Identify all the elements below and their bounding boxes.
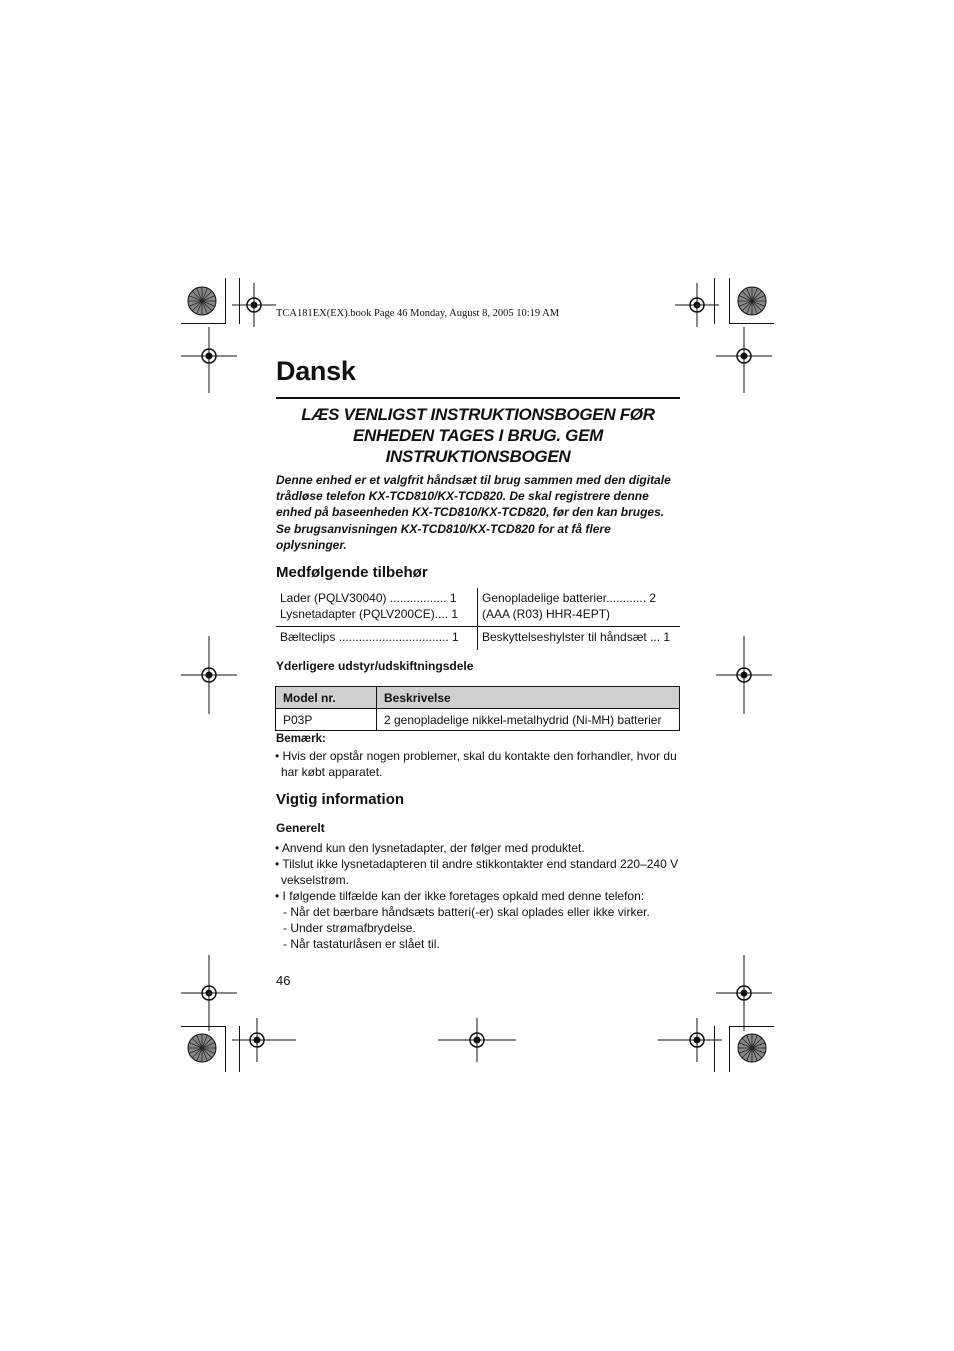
table-row <box>276 709 680 731</box>
crop-line <box>225 278 226 324</box>
accessory-item: Genopladelige batterier............ 2 <box>482 591 657 605</box>
registration-mark-icon <box>181 327 237 393</box>
warning-heading-line: ENHEDEN TAGES I BRUG. GEM <box>352 426 604 445</box>
accessories-heading: Medfølgende tilbehør <box>276 564 428 581</box>
registration-mark-icon <box>181 955 237 1031</box>
intro-line: Denne enhed er et valgfrit håndsæt til brug sammen med den digitale <box>276 473 671 487</box>
page-number: 46 <box>276 973 291 988</box>
starburst-mark-icon <box>187 1033 217 1063</box>
table-cell: 2 genopladelige nikkel-metalhydrid (Ni-MH) batterier <box>377 709 680 731</box>
accessory-item: (AAA (R03) HHR-4EPT) <box>482 607 611 621</box>
important-line: • Tilslut ikke lysnetadapteren til andre stikkontakter end standard 220–240 V <box>275 857 679 871</box>
crop-line <box>729 323 774 324</box>
note-line: • Hvis der opstår nogen problemer, skal du kontakte den forhandler, hvor du <box>275 749 677 763</box>
important-line: - Når tastaturlåsen er slået til. <box>283 937 440 951</box>
accessory-item: Lader (PQLV30040) ................. 1 <box>280 591 457 605</box>
general-subheading: Generelt <box>276 821 325 835</box>
table-header-row <box>276 687 680 709</box>
registration-mark-icon <box>232 283 276 327</box>
crop-line <box>729 278 730 324</box>
accessory-item: Lysnetadapter (PQLV200CE).... 1 <box>280 607 459 621</box>
intro-line: oplysninger. <box>276 537 347 552</box>
starburst-mark-icon <box>187 286 217 316</box>
page-title: Dansk <box>276 356 356 386</box>
column-header: Beskrivelse <box>377 687 680 709</box>
registration-mark-icon <box>232 1018 296 1062</box>
starburst-mark-icon <box>737 1033 767 1063</box>
accessories-separator <box>276 626 680 627</box>
registration-mark-icon <box>716 955 772 1031</box>
registration-mark-icon <box>716 327 772 393</box>
note-line: har købt apparatet. <box>281 765 383 779</box>
intro-line: trådløse telefon KX-TCD810/KX-TCD820. De skal registrere denne <box>276 489 649 504</box>
warning-heading <box>276 404 680 467</box>
important-line: - Når det bærbare håndsæts batteri(-er) skal oplades eller ikke virker. <box>283 905 650 919</box>
accessories-divider <box>477 588 478 650</box>
important-heading: Vigtig information <box>276 791 405 808</box>
column-header: Model nr. <box>276 687 377 709</box>
crop-line <box>729 1026 730 1072</box>
title-rule <box>276 397 680 399</box>
important-line: • I følgende tilfælde kan der ikke foretages opkald med denne telefon: <box>275 889 645 903</box>
important-line: • Anvend kun den lysnetadapter, der følger med produktet. <box>275 841 585 855</box>
intro-line: Se brugsanvisningen KX-TCD810/KX-TCD820 for at få flere <box>276 521 611 536</box>
warning-heading-line: INSTRUKTIONSBOGEN <box>385 447 571 466</box>
intro-paragraph <box>276 472 686 553</box>
print-header: TCA181EX(EX).book Page 46 Monday, August 8, 2005 10:19 AM <box>276 308 560 319</box>
accessory-item: Bælteclips ................................. 1 <box>280 630 459 644</box>
crop-line <box>225 1026 226 1072</box>
registration-mark-icon <box>658 1018 722 1062</box>
starburst-mark-icon <box>737 286 767 316</box>
important-line: - Under strømafbrydelse. <box>283 921 416 935</box>
accessory-item: Beskyttelseshylster til håndsæt ... 1 <box>482 630 671 644</box>
important-line: vekselstrøm. <box>281 873 350 887</box>
additional-heading: Yderligere udstyr/udskiftningsdele <box>276 659 474 673</box>
note-label: Bemærk: <box>276 733 326 745</box>
parts-table <box>275 686 680 731</box>
warning-heading-line: LÆS VENLIGST INSTRUKTIONSBOGEN FØR <box>301 405 655 424</box>
registration-mark-icon <box>675 283 719 327</box>
crop-line <box>181 323 226 324</box>
registration-mark-icon <box>181 636 237 714</box>
table-cell: P03P <box>276 709 377 731</box>
registration-mark-icon <box>716 636 772 714</box>
registration-mark-icon <box>438 1018 516 1062</box>
intro-line: enhed på baseenheden KX-TCD810/KX-TCD820, før den kan bruges. <box>276 505 665 520</box>
